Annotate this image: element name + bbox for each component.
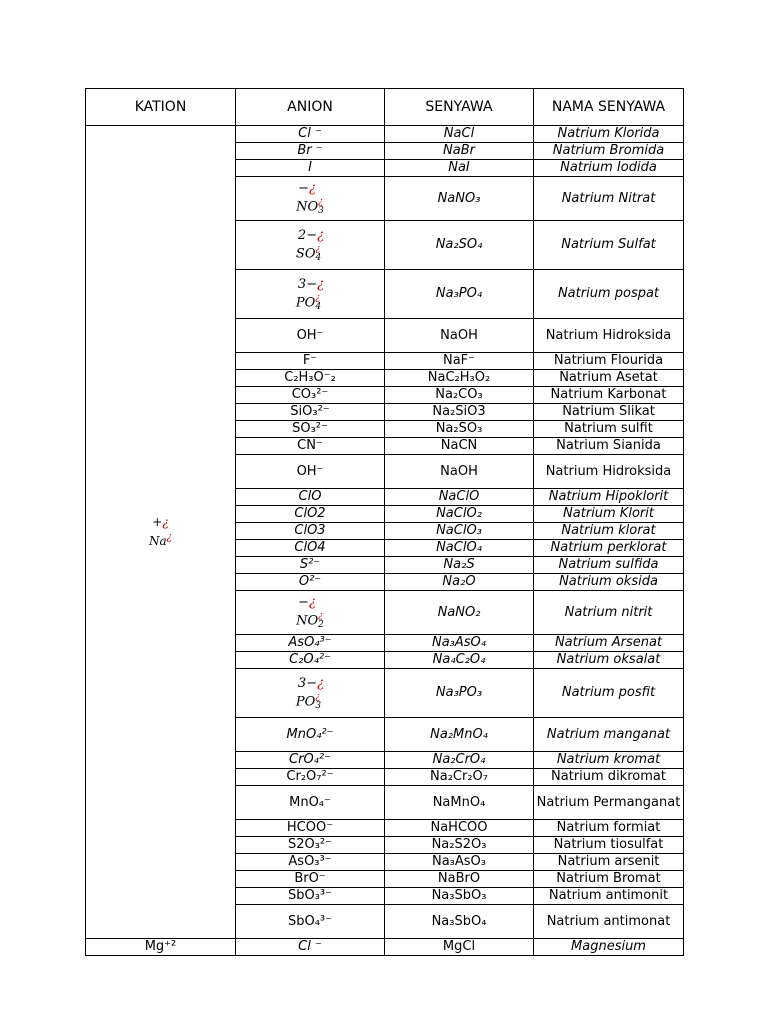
anion-cell: I bbox=[236, 160, 385, 177]
anion-charge: 2− bbox=[297, 227, 318, 243]
anion-formula: NO bbox=[296, 613, 319, 629]
anion-charge: − bbox=[298, 595, 310, 611]
senyawa-cell: NaHCOO bbox=[385, 820, 534, 837]
anion-cell bbox=[236, 270, 385, 319]
anion-cell: SiO₃²⁻ bbox=[236, 404, 385, 421]
anion-cell: CrO₄²⁻ bbox=[236, 752, 385, 769]
anion-charge-mark: ¿ bbox=[317, 227, 325, 243]
anion-cell: ClO3 bbox=[236, 523, 385, 540]
anion-subscript: 4 bbox=[315, 252, 322, 263]
nama-senyawa-cell: Natrium Klorida bbox=[534, 126, 684, 143]
nama-senyawa-cell: Natrium Flourida bbox=[534, 353, 684, 370]
nama-senyawa-cell: Natrium antimonat bbox=[534, 905, 684, 939]
anion-cell: ClO4 bbox=[236, 540, 385, 557]
nama-senyawa-cell: Magnesium bbox=[534, 939, 684, 956]
nama-senyawa-cell: Natrium dikromat bbox=[534, 769, 684, 786]
nama-senyawa-cell: Natrium sulfida bbox=[534, 557, 684, 574]
anion-cell: Cl ⁻ bbox=[236, 126, 385, 143]
nama-senyawa-cell: Natrium pospat bbox=[534, 270, 684, 319]
anion-formula: PO bbox=[295, 295, 316, 311]
nama-senyawa-cell: Natrium perklorat bbox=[534, 540, 684, 557]
anion-cell: CO₃²⁻ bbox=[236, 387, 385, 404]
anion-subscript: 3 bbox=[318, 206, 324, 217]
senyawa-cell: Na₂S bbox=[385, 557, 534, 574]
nama-senyawa-cell: Natrium Iodida bbox=[534, 160, 684, 177]
nama-senyawa-cell: Natrium Asetat bbox=[534, 370, 684, 387]
anion-subscript: 2 bbox=[318, 620, 324, 631]
anion-formula: PO bbox=[295, 694, 316, 710]
anion-subscript: 3 bbox=[315, 700, 322, 711]
anion-charge-mark: ¿ bbox=[309, 181, 316, 197]
nama-senyawa-cell: Natrium Arsenat bbox=[534, 635, 684, 652]
header-senyawa: SENYAWA bbox=[385, 89, 534, 126]
anion-sup-mark: ¿ bbox=[315, 292, 321, 303]
senyawa-cell: NaMnO₄ bbox=[385, 786, 534, 820]
anion-equation bbox=[296, 675, 324, 712]
senyawa-cell: NaCN bbox=[385, 438, 534, 455]
anion-cell: HCOO⁻ bbox=[236, 820, 385, 837]
nama-senyawa-cell: Natrium Bromida bbox=[534, 143, 684, 160]
senyawa-cell: Na₂CO₃ bbox=[385, 387, 534, 404]
kation-mg-cell: Mg⁺² bbox=[86, 939, 236, 956]
anion-subscript: 4 bbox=[315, 301, 322, 312]
kation-na-cell bbox=[86, 126, 236, 939]
nama-senyawa-cell: Natrium oksalat bbox=[534, 652, 684, 669]
anion-charge: 3− bbox=[297, 675, 318, 691]
senyawa-cell: Na₃SbO₄ bbox=[385, 905, 534, 939]
kation-symbol: Na bbox=[148, 533, 167, 548]
senyawa-cell: NaF⁻ bbox=[385, 353, 534, 370]
anion-cell: BrO⁻ bbox=[236, 871, 385, 888]
anion-equation bbox=[296, 180, 324, 217]
senyawa-cell: Na₂SO₃ bbox=[385, 421, 534, 438]
nama-senyawa-cell: Natrium Nitrat bbox=[534, 177, 684, 221]
senyawa-cell: NaClO₄ bbox=[385, 540, 534, 557]
senyawa-cell: NaOH bbox=[385, 319, 534, 353]
anion-cell: AsO₃³⁻ bbox=[236, 854, 385, 871]
anion-charge-mark: ¿ bbox=[317, 276, 325, 292]
senyawa-cell: NaClO bbox=[385, 489, 534, 506]
anion-charge: 3− bbox=[297, 276, 318, 292]
nama-senyawa-cell: Natrium Hidroksida bbox=[534, 319, 684, 353]
anion-cell: ClO2 bbox=[236, 506, 385, 523]
anion-cell bbox=[236, 591, 385, 635]
header-nama-senyawa: NAMA SENYAWA bbox=[534, 89, 684, 126]
senyawa-cell: Na₃PO₄ bbox=[385, 270, 534, 319]
anion-formula: SO bbox=[295, 246, 316, 262]
table-body bbox=[86, 126, 684, 956]
senyawa-cell: NaOH bbox=[385, 455, 534, 489]
anion-charge: − bbox=[298, 181, 310, 197]
anion-cell: S2O₃²⁻ bbox=[236, 837, 385, 854]
anion-sup-mark: ¿ bbox=[318, 611, 323, 622]
anion-cell: SbO₄³⁻ bbox=[236, 905, 385, 939]
anion-cell bbox=[236, 669, 385, 718]
anion-cell: O²⁻ bbox=[236, 574, 385, 591]
senyawa-cell: Na₄C₂O₄ bbox=[385, 652, 534, 669]
nama-senyawa-cell: Natrium Sulfat bbox=[534, 221, 684, 270]
anion-cell: MnO₄²⁻ bbox=[236, 718, 385, 752]
anion-cell bbox=[236, 221, 385, 270]
nama-senyawa-cell: Natrium Bromat bbox=[534, 871, 684, 888]
nama-senyawa-cell: Natrium kromat bbox=[534, 752, 684, 769]
anion-cell: F⁻ bbox=[236, 353, 385, 370]
senyawa-cell: NaClO₂ bbox=[385, 506, 534, 523]
senyawa-cell: NaBr bbox=[385, 143, 534, 160]
nama-senyawa-cell: Natrium oksida bbox=[534, 574, 684, 591]
senyawa-cell: Na₂MnO₄ bbox=[385, 718, 534, 752]
senyawa-cell: NaI bbox=[385, 160, 534, 177]
senyawa-cell: NaBrO bbox=[385, 871, 534, 888]
anion-charge-mark: ¿ bbox=[309, 595, 316, 611]
senyawa-cell: NaNO₃ bbox=[385, 177, 534, 221]
table-row bbox=[86, 126, 684, 143]
compound-table bbox=[85, 88, 684, 956]
senyawa-cell: Na₂SO₄ bbox=[385, 221, 534, 270]
anion-sup-mark: ¿ bbox=[315, 243, 321, 254]
anion-sup-mark: ¿ bbox=[318, 197, 323, 208]
nama-senyawa-cell: Natrium Slikat bbox=[534, 404, 684, 421]
senyawa-cell: MgCl bbox=[385, 939, 534, 956]
kation-charge-mark: ¿ bbox=[162, 514, 169, 529]
nama-senyawa-cell: Natrium manganat bbox=[534, 718, 684, 752]
senyawa-cell: NaCl bbox=[385, 126, 534, 143]
senyawa-cell: Na₃SbO₃ bbox=[385, 888, 534, 905]
anion-charge-mark: ¿ bbox=[317, 675, 325, 691]
anion-cell: C₂O₄²⁻ bbox=[236, 652, 385, 669]
anion-cell: MnO₄⁻ bbox=[236, 786, 385, 820]
senyawa-cell: Na₂Cr₂O₇ bbox=[385, 769, 534, 786]
senyawa-cell: NaClO₃ bbox=[385, 523, 534, 540]
nama-senyawa-cell: Natrium antimonit bbox=[534, 888, 684, 905]
nama-senyawa-cell: Natrium Karbonat bbox=[534, 387, 684, 404]
senyawa-cell: NaNO₂ bbox=[385, 591, 534, 635]
senyawa-cell: NaC₂H₃O₂ bbox=[385, 370, 534, 387]
anion-cell: AsO₄³⁻ bbox=[236, 635, 385, 652]
anion-equation bbox=[296, 276, 324, 313]
anion-sup-mark: ¿ bbox=[315, 691, 321, 702]
nama-senyawa-cell: Natrium klorat bbox=[534, 523, 684, 540]
anion-cell: OH⁻ bbox=[236, 455, 385, 489]
nama-senyawa-cell: Natrium Sianida bbox=[534, 438, 684, 455]
anion-cell: Cr₂O₇²⁻ bbox=[236, 769, 385, 786]
anion-equation bbox=[296, 594, 324, 631]
nama-senyawa-cell: Natrium Hipoklorit bbox=[534, 489, 684, 506]
anion-cell: S²⁻ bbox=[236, 557, 385, 574]
nama-senyawa-cell: Natrium Permanganat bbox=[534, 786, 684, 820]
header-kation: KATION bbox=[86, 89, 236, 126]
nama-senyawa-cell: Natrium posfit bbox=[534, 669, 684, 718]
nama-senyawa-cell: Natrium Hidroksida bbox=[534, 455, 684, 489]
header-anion: ANION bbox=[236, 89, 385, 126]
kation-charge: + bbox=[152, 514, 163, 529]
nama-senyawa-cell: Natrium formiat bbox=[534, 820, 684, 837]
senyawa-cell: Na₃PO₃ bbox=[385, 669, 534, 718]
nama-senyawa-cell: Natrium sulfit bbox=[534, 421, 684, 438]
senyawa-cell: Na₃AsO₃ bbox=[385, 854, 534, 871]
kation-symbol-mark: ¿ bbox=[166, 531, 173, 543]
kation-na-ion bbox=[149, 515, 172, 549]
senyawa-cell: Na₂S2O₃ bbox=[385, 837, 534, 854]
anion-cell: SO₃²⁻ bbox=[236, 421, 385, 438]
senyawa-cell: Na₂SiO3 bbox=[385, 404, 534, 421]
nama-senyawa-cell: Natrium Klorit bbox=[534, 506, 684, 523]
nama-senyawa-cell: Natrium tiosulfat bbox=[534, 837, 684, 854]
senyawa-cell: Na₃AsO₄ bbox=[385, 635, 534, 652]
table-row-magnesium bbox=[86, 939, 684, 956]
senyawa-cell: Na₂CrO₄ bbox=[385, 752, 534, 769]
senyawa-cell: Na₂O bbox=[385, 574, 534, 591]
anion-cell: CN⁻ bbox=[236, 438, 385, 455]
anion-cell: C₂H₃O⁻₂ bbox=[236, 370, 385, 387]
anion-cell: Cl ⁻ bbox=[236, 939, 385, 956]
anion-formula: NO bbox=[296, 199, 319, 215]
anion-cell: ClO bbox=[236, 489, 385, 506]
anion-cell: Br ⁻ bbox=[236, 143, 385, 160]
anion-equation bbox=[296, 227, 324, 264]
header-row bbox=[86, 89, 684, 126]
nama-senyawa-cell: Natrium arsenit bbox=[534, 854, 684, 871]
anion-cell: OH⁻ bbox=[236, 319, 385, 353]
nama-senyawa-cell: Natrium nitrit bbox=[534, 591, 684, 635]
anion-cell: SbO₃³⁻ bbox=[236, 888, 385, 905]
anion-cell bbox=[236, 177, 385, 221]
